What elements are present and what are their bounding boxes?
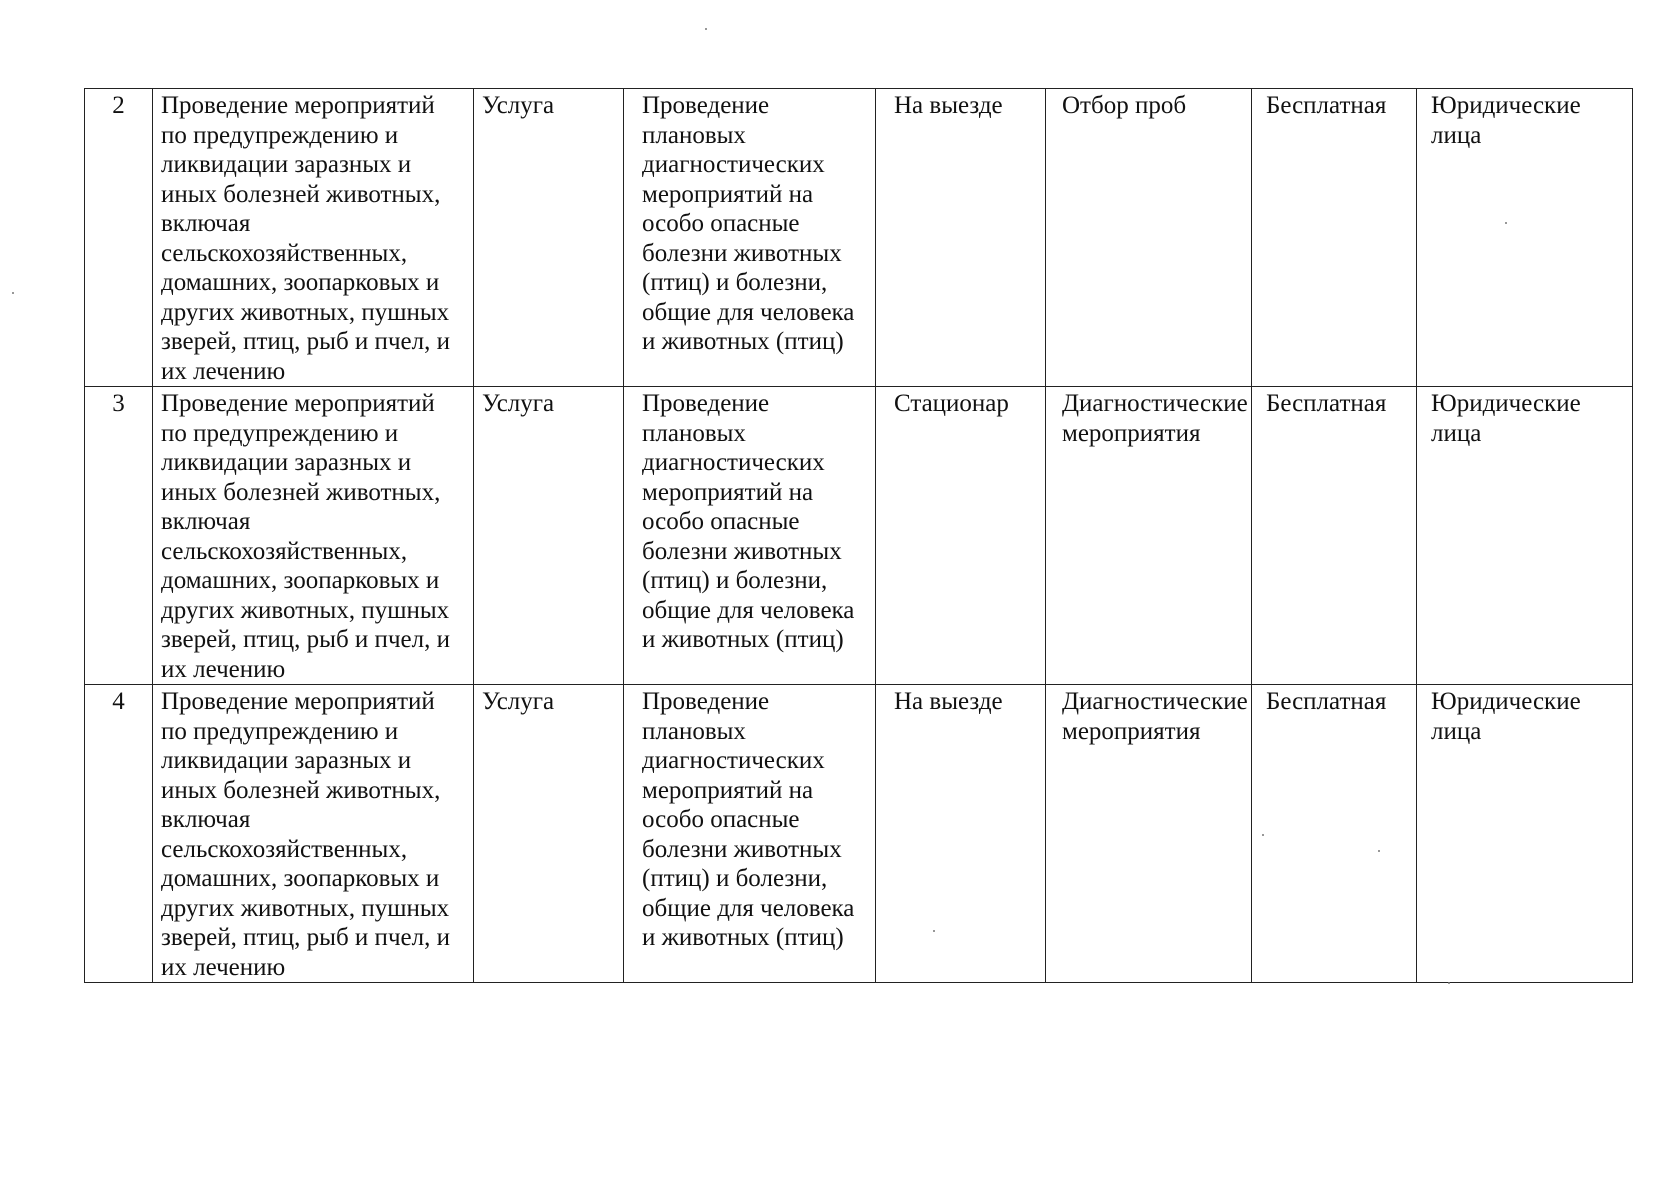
service-payment: Бесплатная (1252, 89, 1417, 387)
table-row (85, 89, 1633, 387)
scan-speck (705, 28, 707, 30)
service-name: Проведение мероприятий по предупреждению и ликвидации заразных и иных болезней животных, включая сельскохозяйственных, домашних, зоопарковых и других животных, пушных зверей, птиц, рыб и пчел, и их лечению (153, 387, 474, 685)
scan-speck (1505, 222, 1507, 224)
service-recipient: Юридические лица (1417, 89, 1633, 387)
service-content: Проведение плановых диагностических мероприятий на особо опасные болезни животных (птиц) и болезни, общие для человека и животных (птиц) (624, 89, 876, 387)
table-row (85, 685, 1633, 983)
service-content: Проведение плановых диагностических мероприятий на особо опасные болезни животных (птиц) и болезни, общие для человека и животных (птиц) (624, 387, 876, 685)
row-number: 3 (85, 387, 153, 685)
service-type: Услуга (474, 89, 624, 387)
service-action: Отбор проб (1046, 89, 1252, 387)
service-content: Проведение плановых диагностических мероприятий на особо опасные болезни животных (птиц) и болезни, общие для человека и животных (птиц) (624, 685, 876, 983)
service-action: Диагностические мероприятия (1046, 387, 1252, 685)
row-number: 4 (85, 685, 153, 983)
scan-speck (1448, 982, 1450, 984)
services-table (84, 88, 1633, 983)
service-place: На выезде (876, 89, 1046, 387)
service-action: Диагностические мероприятия (1046, 685, 1252, 983)
service-payment: Бесплатная (1252, 387, 1417, 685)
service-name: Проведение мероприятий по предупреждению и ликвидации заразных и иных болезней животных, включая сельскохозяйственных, домашних, зоопарковых и других животных, пушных зверей, птиц, рыб и пчел, и их лечению (153, 685, 474, 983)
service-payment: Бесплатная (1252, 685, 1417, 983)
service-name: Проведение мероприятий по предупреждению и ликвидации заразных и иных болезней животных, включая сельскохозяйственных, домашних, зоопарковых и других животных, пушных зверей, птиц, рыб и пчел, и их лечению (153, 89, 474, 387)
scan-speck (933, 930, 935, 932)
service-place: Стационар (876, 387, 1046, 685)
row-number: 2 (85, 89, 153, 387)
scan-speck (1378, 850, 1380, 852)
service-place: На выезде (876, 685, 1046, 983)
scan-speck (1262, 834, 1264, 836)
scan-speck (12, 292, 14, 294)
service-recipient: Юридические лица (1417, 387, 1633, 685)
service-recipient: Юридические лица (1417, 685, 1633, 983)
service-type: Услуга (474, 387, 624, 685)
table-row (85, 387, 1633, 685)
service-type: Услуга (474, 685, 624, 983)
